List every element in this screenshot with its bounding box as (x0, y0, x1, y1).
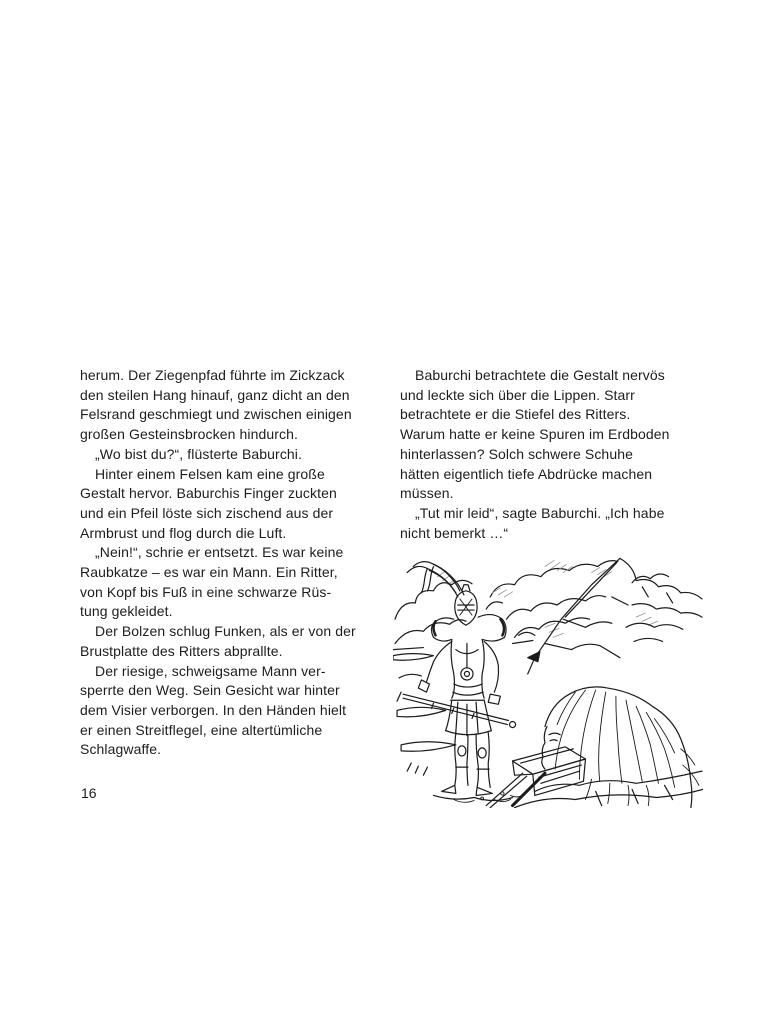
text-line: müssen. (400, 485, 454, 502)
text-line: hätten eigentlich tiefe Abdrücke machen (400, 465, 653, 482)
helmet-plume (407, 562, 464, 597)
horizon-line (393, 632, 535, 649)
knight-illustration-svg (393, 556, 703, 808)
text-line: dem Visier verborgen. In den Händen hielt (80, 701, 347, 718)
text-line: Der riesige, schweigsame Mann ver- (95, 662, 326, 679)
left-text-column (80, 366, 356, 760)
text-line: hinterlassen? Solch schwere Schuhe (400, 445, 633, 462)
right-text-column (400, 366, 674, 543)
text-line: Brustplatte des Ritters abprallte. (80, 642, 283, 659)
text-line: „Nein!“, schrie er entsetzt. Es war keine (95, 544, 344, 561)
knight-illustration (393, 556, 703, 808)
text-line: „Wo bist du?“, flüsterte Baburchi. (95, 445, 303, 462)
text-line: und leckte sich über die Lippen. Starr (400, 386, 635, 403)
text-line: er einen Streitflegel, eine altertümliche (80, 721, 323, 738)
text-line: betrachtete er die Stiefel des Ritters. (400, 406, 631, 423)
text-line: Gestalt hervor. Baburchis Finger zuckten (80, 485, 337, 502)
hair-strands (555, 690, 699, 805)
boulder (528, 558, 702, 673)
text-line: großen Gesteinsbrocken hindurch. (80, 426, 298, 443)
text-line: sperrte den Weg. Sein Gesicht war hinter (80, 682, 340, 699)
text-line: Schlagwaffe. (80, 741, 162, 758)
shading-hatch (438, 560, 658, 637)
text-line: Warum hatte er keine Spuren im Erdboden (400, 426, 670, 443)
armour-skirt (446, 700, 492, 735)
left-rocks (393, 654, 456, 776)
text-line: Der Bolzen schlug Funken, als er von der (95, 623, 356, 640)
text-line: von Kopf bis Fuß in eine schwarze Rüs- (80, 583, 332, 600)
helmet (455, 585, 477, 626)
text-line: herum. Der Ziegenpfad führte im Zickzack (80, 367, 345, 383)
text-line: den steilen Hang hinauf, ganz dicht an den (80, 386, 350, 403)
text-line: tung gekleidet. (80, 603, 173, 620)
knight-figure (397, 562, 516, 801)
pauldrons (431, 615, 506, 642)
text-line: „Tut mir leid“, sagte Baburchi. „Ich habe (415, 504, 665, 521)
text-line: Armbrust und flog durch die Luft. (80, 524, 287, 541)
text-line: und ein Pfeil löste sich zischend aus der (80, 504, 334, 521)
legs (442, 733, 493, 796)
page-number: 16 (81, 785, 97, 801)
text-line: Raubkatze – es war ein Mann. Ein Ritter, (80, 564, 338, 581)
text-line: Baburchi betrachtete die Gestalt nervös (415, 367, 665, 383)
text-line: Hinter einem Felsen kam eine große (95, 465, 325, 482)
text-line: nicht bemerkt …“ (400, 524, 509, 541)
watcher-head (515, 687, 703, 808)
text-line: Felsrand geschmiegt und zwischen einigen (80, 406, 352, 423)
breastplate (451, 639, 484, 700)
